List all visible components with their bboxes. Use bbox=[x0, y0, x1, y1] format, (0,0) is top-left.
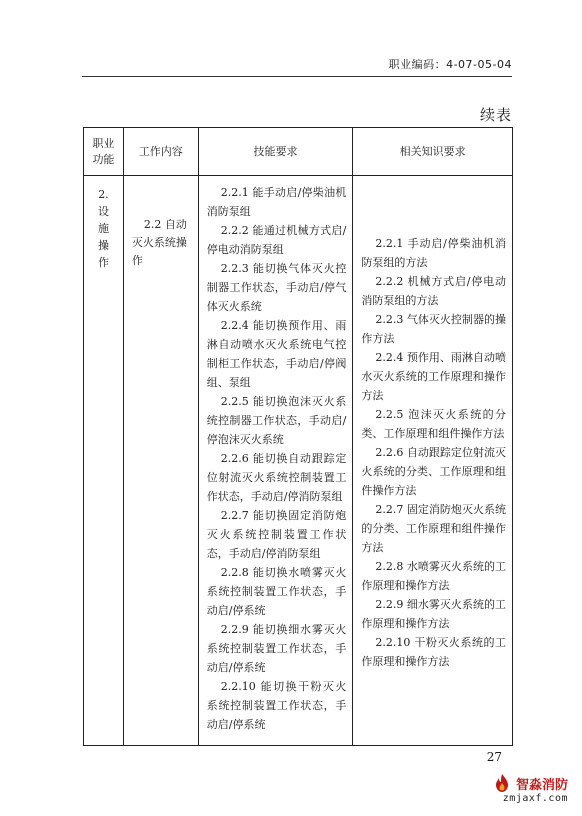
watermark-title: 智淼消防 bbox=[515, 777, 568, 793]
skill-item: 2.2.9 能切换细水雾灭火系统控制装置工作状态，手动启/停系统 bbox=[206, 623, 347, 674]
skill-item: 2.2.7 能切换固定消防炮灭火系统控制装置工作状态，手动启/停消防泵组 bbox=[206, 509, 347, 560]
knowledge-item: 2.2.5 泡沫灭火系统的分类、工作原理和组件操作方法 bbox=[361, 408, 506, 440]
knowledge-item: 2.2.8 水喷雾灭火系统的工作原理和操作方法 bbox=[361, 560, 506, 592]
work-content-text: 2.2 自动灭火系统操作 bbox=[131, 218, 187, 267]
table-row bbox=[84, 176, 513, 746]
skill-item: 2.2.8 能切换水喷雾灭火系统控制装置工作状态，手动启/停系统 bbox=[206, 566, 347, 617]
skills-cell bbox=[198, 176, 353, 746]
skill-item: 2.2.5 能切换泡沫灭火系统控制器工作状态，手动启/停泡沫灭火系统 bbox=[206, 395, 347, 446]
work-content-cell bbox=[123, 176, 198, 746]
knowledge-cell bbox=[353, 176, 513, 746]
function-cell bbox=[84, 176, 124, 746]
skill-item: 2.2.1 能手动启/停柴油机消防泵组 bbox=[206, 186, 347, 218]
knowledge-item: 2.2.9 细水雾灭火系统的工作原理和操作方法 bbox=[361, 598, 506, 630]
header-knowledge: 相关知识要求 bbox=[353, 128, 513, 176]
skills-table bbox=[83, 127, 513, 746]
table-header-row bbox=[84, 128, 513, 176]
continued-label: 续表 bbox=[479, 106, 512, 124]
page-number: 27 bbox=[486, 750, 502, 764]
skill-item: 2.2.4 能切换预作用、雨淋自动喷水灭火系统电气控制柜工作状态，手动启/停阀组、泵组 bbox=[206, 319, 347, 389]
skill-item: 2.2.6 能切换自动跟踪定位射流灭火系统控制装置工作状态，手动启/停消防泵组 bbox=[206, 452, 347, 503]
knowledge-item: 2.2.4 预作用、雨淋自动喷水灭火系统的工作原理和操作方法 bbox=[361, 351, 506, 402]
skill-item: 2.2.10 能切换干粉灭火系统控制装置工作状态，手动启/停系统 bbox=[206, 680, 347, 731]
skill-item: 2.2.2 能通过机械方式启/停电动消防泵组 bbox=[206, 224, 347, 256]
site-watermark bbox=[492, 773, 568, 804]
knowledge-item: 2.2.2 机械方式启/停电动消防泵组的方法 bbox=[361, 275, 506, 307]
header-skills: 技能要求 bbox=[198, 128, 353, 176]
header-divider bbox=[82, 76, 512, 77]
watermark-url: zmjaxf.com bbox=[502, 793, 568, 804]
flame-logo-icon bbox=[492, 773, 512, 793]
knowledge-item: 2.2.1 手动启/停柴油机消防泵组的方法 bbox=[361, 237, 506, 269]
header-function-label: 职业 功能 bbox=[92, 136, 115, 166]
knowledge-item: 2.2.7 固定消防炮灭火系统的分类、工作原理和组件操作方法 bbox=[361, 503, 506, 554]
knowledge-item: 2.2.3 气体灭火控制器的操作方法 bbox=[361, 313, 506, 345]
skill-item: 2.2.3 能切换气体灭火控制器工作状态，手动启/停气体灭火系统 bbox=[206, 262, 347, 313]
watermark-title-row bbox=[492, 773, 568, 793]
knowledge-item: 2.2.10 干粉灭火系统的工作原理和操作方法 bbox=[361, 636, 506, 668]
function-text: 2. 设施操作 bbox=[97, 188, 109, 269]
header-function bbox=[84, 128, 124, 176]
occupation-code: 职业编码：4-07-05-04 bbox=[388, 58, 512, 71]
knowledge-item: 2.2.6 自动跟踪定位射流灭火系统的分类、工作原理和组件操作方法 bbox=[361, 446, 506, 497]
header-work-content: 工作内容 bbox=[123, 128, 198, 176]
